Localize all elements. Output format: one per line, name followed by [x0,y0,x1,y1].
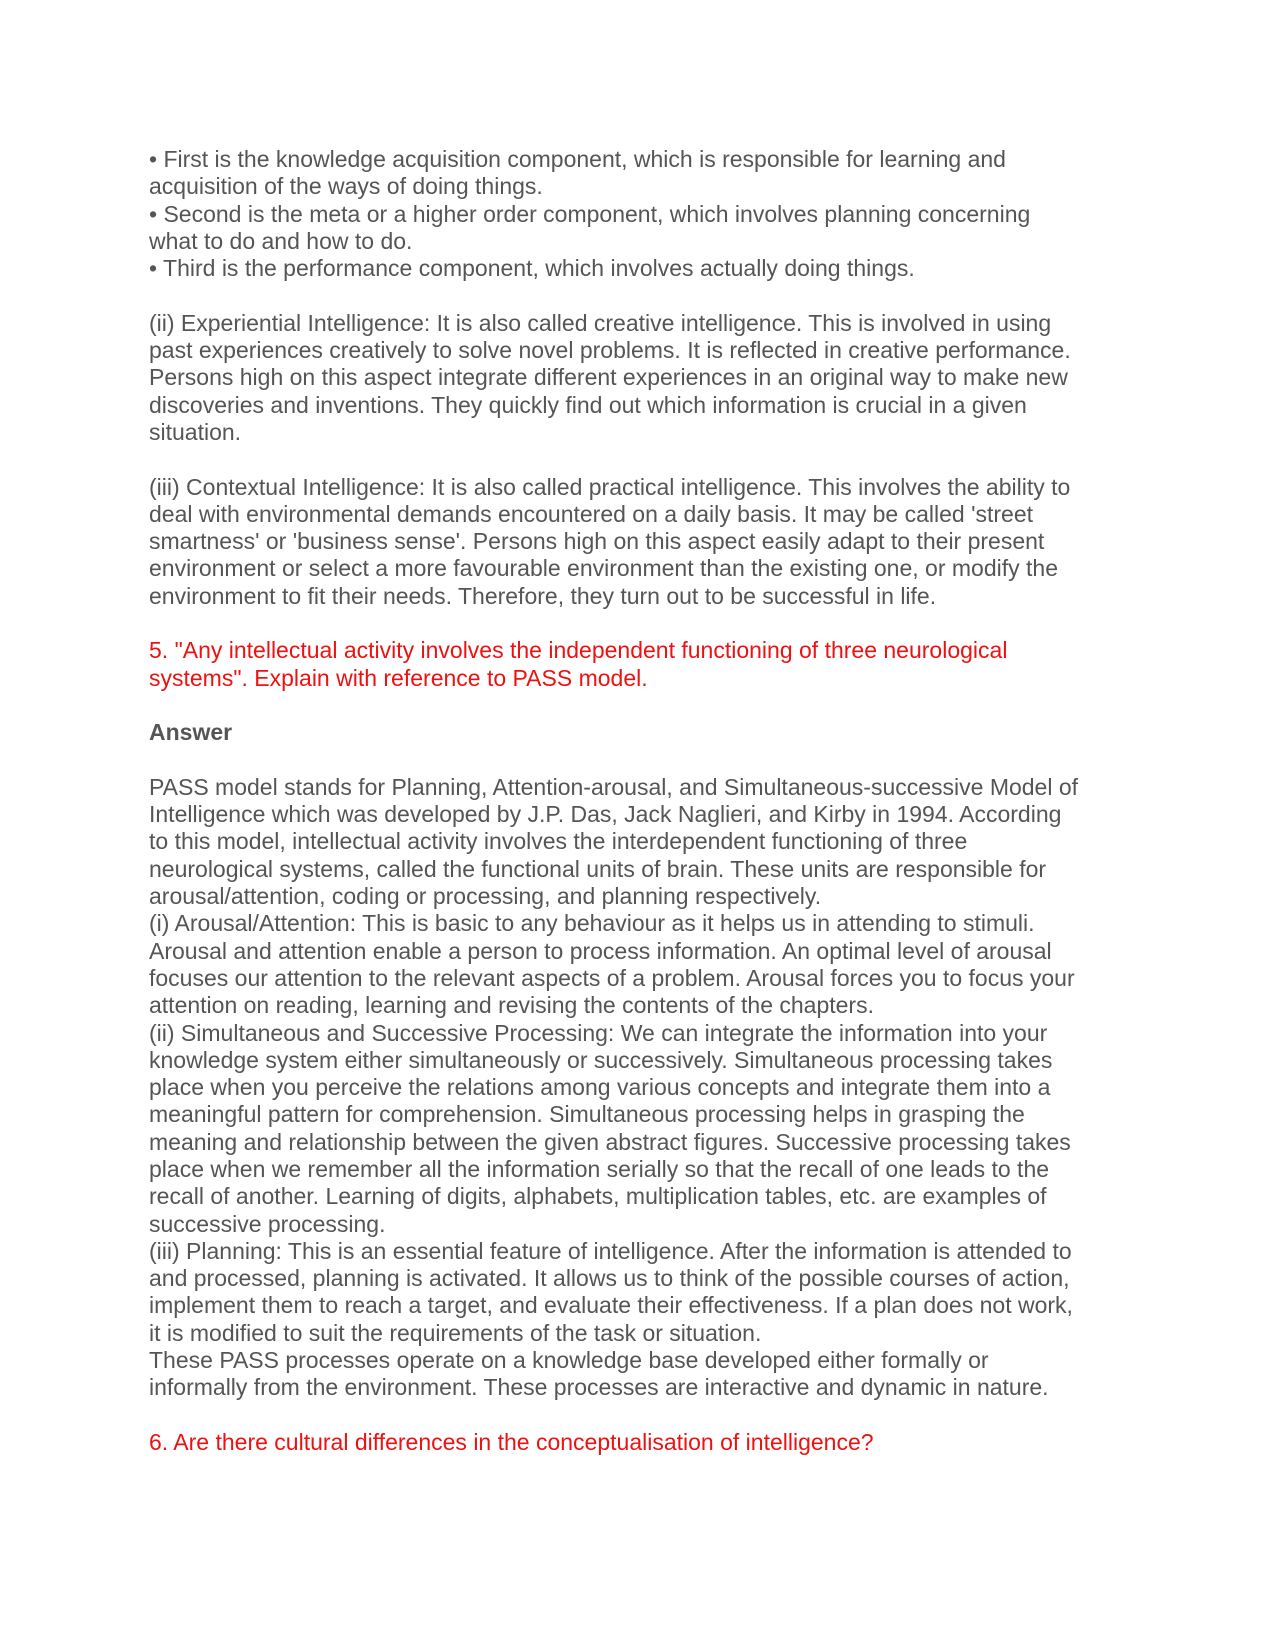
paragraph-line: past experiences creatively to solve novel problems. It is reflected in creative performance. [149,337,1071,364]
paragraph-line: recall of another. Learning of digits, alphabets, multiplication tables, etc. are examples of [149,1183,1047,1210]
paragraph-line: knowledge system either simultaneously or successively. Simultaneous processing takes [149,1046,1053,1073]
document-page [149,146,1139,1456]
experiential-intelligence-paragraph [149,310,1139,446]
paragraph-line: smartness' or 'business sense'. Persons high on this aspect easily adapt to their present [149,528,1045,555]
question-6-heading: 6. Are there cultural differences in the conceptualisation of intelligence? [149,1428,874,1455]
paragraph-line: (ii) Experiential Intelligence: It is also called creative intelligence. This is involved in using [149,309,1052,336]
paragraph-line: situation. [149,418,242,445]
question-5-heading [149,637,1139,692]
paragraph-line: PASS model stands for Planning, Attention-arousal, and Simultaneous-successive Model of [149,773,1079,800]
paragraph-line: meaning and relationship between the given abstract figures. Successive processing takes [149,1128,1071,1155]
paragraph-line: (iii) Planning: This is an essential feature of intelligence. After the information is attended to [149,1237,1072,1264]
paragraph-line: environment to fit their needs. Therefore, they turn out to be successful in life. [149,582,937,609]
contextual-intelligence-paragraph [149,474,1139,610]
paragraph-line: environment or select a more favourable environment than the existing one, or modify the [149,555,1058,582]
paragraph-line: (ii) Simultaneous and Successive Processing: We can integrate the information into your [149,1019,1048,1046]
paragraph-line: discoveries and inventions. They quickly find out which information is crucial in a given [149,391,1027,418]
pass-conclusion-paragraph [149,1347,1139,1402]
question-line: 5. "Any intellectual activity involves the independent functioning of three neurological [149,637,1008,664]
list-item-line: • Second is the meta or a higher order component, which involves planning concerning [149,200,1031,227]
paragraph-line: to this model, intellectual activity involves the interdependent functioning of three [149,828,968,855]
paragraph-line: These PASS processes operate on a knowledge base developed either formally or [149,1347,989,1374]
paragraph-line: place when we remember all the information serially so that the recall of one leads to the [149,1155,1050,1182]
paragraph-line: informally from the environment. These processes are interactive and dynamic in nature. [149,1374,1049,1401]
paragraph-line: successive processing. [149,1210,386,1237]
paragraph-line: Intelligence which was developed by J.P. Das, Jack Naglieri, and Kirby in 1994. According [149,801,1062,828]
paragraph-line: it is modified to suit the requirements of the task or situation. [149,1319,762,1346]
list-item-line: acquisition of the ways of doing things. [149,173,543,200]
arousal-attention-paragraph [149,910,1139,1019]
question-line: systems". Explain with reference to PASS model. [149,664,648,691]
simultaneous-successive-paragraph [149,1020,1139,1238]
paragraph-line: arousal/attention, coding or processing, and planning respectively. [149,883,822,910]
paragraph-line: place when you perceive the relations among various concepts and integrate them into a [149,1074,1051,1101]
paragraph-line: Persons high on this aspect integrate different experiences in an original way to make new [149,364,1068,391]
planning-paragraph [149,1238,1139,1347]
pass-model-intro-paragraph [149,774,1139,910]
answer-heading: Answer [149,719,233,746]
paragraph-line: focuses our attention to the relevant aspects of a problem. Arousal forces you to focus your [149,964,1075,991]
paragraph-line: implement them to reach a target, and evaluate their effectiveness. If a plan does not work, [149,1292,1073,1319]
paragraph-line: attention on reading, learning and revising the contents of the chapters. [149,992,874,1019]
paragraph-line: deal with environmental demands encountered on a daily basis. It may be called 'street [149,500,1034,527]
list-item-line: • First is the knowledge acquisition component, which is responsible for learning and [149,146,1006,172]
paragraph-line: (i) Arousal/Attention: This is basic to any behaviour as it helps us in attending to stimuli. [149,910,1035,937]
paragraph-line: neurological systems, called the functional units of brain. These units are responsible for [149,855,1047,882]
components-list [149,146,1139,282]
paragraph-line: (iii) Contextual Intelligence: It is also called practical intelligence. This involves the ability to [149,473,1071,500]
paragraph-line: and processed, planning is activated. It allows us to think of the possible courses of action, [149,1265,1070,1292]
paragraph-line: meaningful pattern for comprehension. Simultaneous processing helps in grasping the [149,1101,1025,1128]
paragraph-line: Arousal and attention enable a person to process information. An optimal level of arousal [149,937,1052,964]
list-item-line: what to do and how to do. [149,227,413,254]
list-item-line: • Third is the performance component, which involves actually doing things. [149,255,915,282]
